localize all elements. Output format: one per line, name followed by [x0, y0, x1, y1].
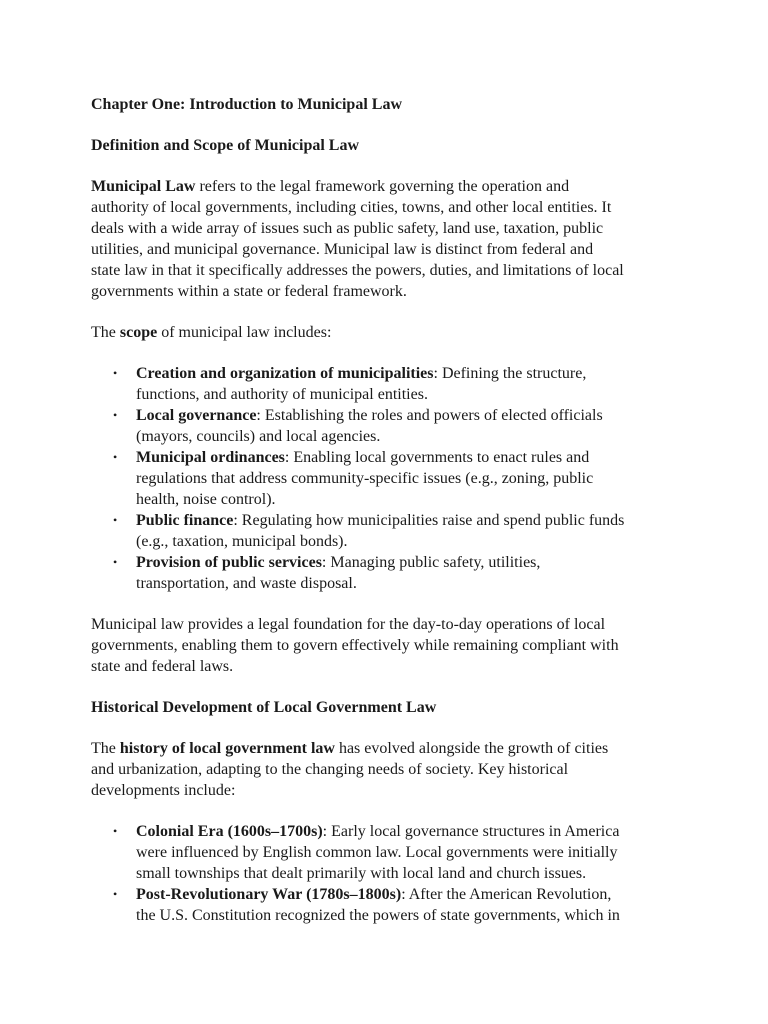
- bold-term: Post-Revolutionary War (1780s–1800s): [136, 886, 402, 903]
- item-line: [136, 552, 691, 573]
- line-text: : Establishing the roles and powers of elected officials: [256, 407, 603, 424]
- line-text: : After the American Revolution,: [401, 886, 612, 903]
- line-text: : Defining the structure,: [433, 365, 587, 382]
- paragraph-line: developments include:: [91, 782, 236, 799]
- list-item: [91, 510, 691, 552]
- item-line: [136, 510, 691, 531]
- history-intro-paragraph: [91, 738, 691, 801]
- line-text: of municipal law includes:: [157, 324, 332, 341]
- line-text: The: [91, 324, 120, 341]
- bullet-icon: •: [113, 555, 118, 569]
- item-line: [136, 884, 691, 905]
- item-line: (e.g., taxation, municipal bonds).: [136, 533, 348, 550]
- bold-term: Colonial Era (1600s–1700s): [136, 823, 323, 840]
- line-text: The: [91, 740, 120, 757]
- item-line: [136, 363, 691, 384]
- bold-term: Local governance: [136, 407, 257, 424]
- paragraph-line: deals with a wide array of issues such as public safety, land use, taxation, public: [91, 220, 604, 237]
- item-line: (mayors, councils) and local agencies.: [136, 428, 381, 445]
- line-text: : Regulating how municipalities raise and spend public funds: [233, 512, 625, 529]
- item-line: transportation, and waste disposal.: [136, 575, 357, 592]
- paragraph-line: utilities, and municipal governance. Municipal law is distinct from federal and: [91, 241, 594, 258]
- paragraph-line: [91, 738, 691, 759]
- item-line: functions, and authority of municipal entities.: [136, 386, 428, 403]
- bullet-icon: •: [113, 366, 118, 380]
- paragraph-line: authority of local governments, including cities, towns, and other local entities. It: [91, 199, 612, 216]
- bold-term: Public finance: [136, 512, 234, 529]
- list-item: [91, 552, 691, 594]
- history-list: [91, 821, 691, 926]
- item-line: health, noise control).: [136, 491, 276, 508]
- list-item: [91, 884, 691, 926]
- line-text: : Enabling local governments to enact rules and: [284, 449, 590, 466]
- bold-term: Creation and organization of municipalities: [136, 365, 434, 382]
- bold-term: Provision of public services: [136, 554, 322, 571]
- item-line: [136, 405, 691, 426]
- line-text: refers to the legal framework governing the operation and: [195, 178, 570, 195]
- line-text: : Managing public safety, utilities,: [321, 554, 541, 571]
- document-page: [91, 94, 691, 946]
- paragraph-line: state law in that it specifically addresses the powers, duties, and limitations of local: [91, 262, 624, 279]
- chapter-title: Chapter One: Introduction to Municipal Law: [91, 96, 402, 113]
- section-heading-definition: Definition and Scope of Municipal Law: [91, 137, 360, 154]
- bold-term: Municipal Law: [91, 178, 196, 195]
- scope-intro-paragraph: [91, 322, 691, 343]
- paragraph-line: [91, 176, 691, 197]
- item-line: the U.S. Constitution recognized the powers of state governments, which in: [136, 907, 620, 924]
- bullet-icon: •: [113, 824, 118, 838]
- item-line: [136, 447, 691, 468]
- bullet-icon: •: [113, 513, 118, 527]
- line-text: : Early local governance structures in America: [322, 823, 620, 840]
- municipal-law-definition-paragraph: [91, 176, 691, 302]
- line-text: has evolved alongside the growth of cities: [334, 740, 609, 757]
- bullet-icon: •: [113, 887, 118, 901]
- item-line: small townships that dealt primarily with local land and church issues.: [136, 865, 587, 882]
- paragraph-line: and urbanization, adapting to the changing needs of society. Key historical: [91, 761, 569, 778]
- list-item: [91, 405, 691, 447]
- list-item: [91, 821, 691, 884]
- municipal-law-summary-paragraph: [91, 614, 691, 677]
- paragraph-line: governments within a state or federal framework.: [91, 283, 407, 300]
- item-line: were influenced by English common law. Local governments were initially: [136, 844, 618, 861]
- item-line: [136, 821, 691, 842]
- paragraph-line: state and federal laws.: [91, 658, 234, 675]
- paragraph-line: Municipal law provides a legal foundation for the day-to-day operations of local: [91, 616, 606, 633]
- list-item: [91, 447, 691, 510]
- bold-term: scope: [119, 324, 158, 341]
- paragraph-line: governments, enabling them to govern effectively while remaining compliant with: [91, 637, 619, 654]
- item-line: regulations that address community-specific issues (e.g., zoning, public: [136, 470, 594, 487]
- bullet-icon: •: [113, 408, 118, 422]
- bullet-icon: •: [113, 450, 118, 464]
- paragraph-line: [91, 322, 691, 343]
- section-heading-history: Historical Development of Local Government Law: [91, 699, 437, 716]
- list-item: [91, 363, 691, 405]
- bold-term: Municipal ordinances: [136, 449, 285, 466]
- scope-list: [91, 363, 691, 594]
- bold-term: history of local government law: [119, 740, 335, 757]
